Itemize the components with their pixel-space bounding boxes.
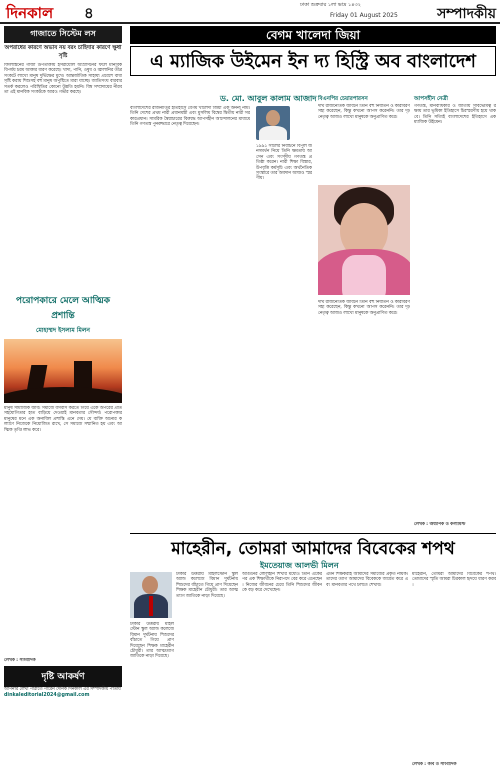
essay-author: মোহাম্মদ ইসলাম মিলন: [36, 327, 90, 334]
article-headline: এ ম্যাজিক উইমেন ইন দ্য হিস্ট্রি অব বাংলাদেশ: [130, 46, 496, 76]
author-head: [142, 576, 158, 594]
second-article-column-1: ঢাকার উত্তরায় মাইলস্টোন স্কুল অ্যান্ড কলেজে বিমান দুর্ঘটনায় শিশুদের বাঁচাতে গিয়ে প্রাণ দিয়েছেন শিক্ষক মাহেরীন চৌধুরী। তার আত্মত্যাগ জাতিকে নাড়া দিয়েছে।: [176, 572, 238, 599]
article-kicker: বেগম খালেদা জিয়া: [130, 26, 496, 44]
notice-title: দৃষ্টি আকর্ষণ: [4, 666, 122, 687]
article-column-2: ১৯৯১ সালের নির্বাচনে বিপুল জনসমর্থন নিয়ে তিনি ক্ষমতায় আসেন এবং সংসদীয় গণতন্ত্র প্রতিষ্ঠা করেন। নারী শিক্ষা বিস্তার, উপবৃত্তি কর্মসূচি এবং অর্থনৈতিক সংস্কারে তার অবদান আজও স্মরণীয়।: [256, 144, 312, 182]
article-column-1: বাংলাদেশের রাজনীতির ইতিহাসে বেগম খালেদা জিয়া এক অনন্য নাম। তিনি দেশের প্রথম নারী প্রধানমন্ত্রী এবং মুসলিম বিশ্বের দ্বিতীয় নারী সরকারপ্রধান। সামরিক স্বৈরাচারের বিরুদ্ধে আপসহীন আন্দোলনের মাধ্যমে তিনি গণতন্ত্র পুনরুদ্ধারে নেতৃত্ব দিয়েছেন।: [130, 106, 250, 128]
second-article-column-2: আগুনের লেলিহান শিখার মধ্যেও তিনি একের পর এক শিক্ষার্থীকে নিরাপদে বের করে এনেছেন। নিজের জীবনের চেয়ে তিনি শিশুদের জীবনকে বড় করে দেখেছেন।: [242, 572, 322, 594]
box-subtitle: অপরাধের কারণে অভাব নয় বরং চাহিদার কারণে ক্ষুধা সৃষ্টি: [4, 45, 122, 59]
second-column-4-text: মাহেরীন, তোমরা আমাদের বিবেকের শপথ। তোমাদের স্মৃতি আমরা চিরকাল হৃদয়ে ধারণ করব।: [412, 572, 496, 588]
column-3-heading: বিএনপির চেয়ারপারসন: [318, 96, 368, 102]
silhouette-hill: [4, 387, 122, 403]
date-bengali: ঢাকা শুক্রবার ১লা ভাদ্র ১৪৩২: [300, 2, 361, 8]
second-article-byline: ইমতেয়াজ আলভী মিলন: [260, 561, 339, 570]
author-photo: [256, 106, 290, 140]
second-article-column-3: এমন শিক্ষকরাই আমাদের সমাজের প্রকৃত নায়ক। তাদের ত্যাগ আমাদের বিবেককে জাগ্রত করে এবং মানবতার পথে চলতে শেখায়।: [326, 572, 408, 588]
second-article-headline: মাহেরীন, তোমরা আমাদের বিবেকের শপথ: [171, 539, 455, 559]
portrait-scarf-inner: [342, 255, 386, 295]
article-column-4: [414, 96, 496, 527]
article-signoff: লেখক : অধ্যাপক ও কলামিস্ট: [414, 522, 466, 527]
essay-body: মানুষ সামাজিক জীব। সমাজে বসবাস করতে গিয়ে একে অপরের প্রতি সহযোগিতার হাত বাড়িয়ে দেওয়াই মানবতার সৌন্দর্য। পরোপকার মানুষের মনে এক অনাবিল প্রশান্তি এনে দেয়। যে ব্যক্তি অন্যের কল্যাণে নিজেকে নিয়োজিত রাখে, সে সমাজে সম্মানিত হয় এবং আত্মিক তৃপ্তি লাভ করে।: [4, 406, 122, 433]
box-title: গাজাতে সিস্টেম লস: [4, 26, 122, 43]
article-byline: ড. মো. আবুল কালাম আজাদ: [220, 94, 317, 103]
left-column: [4, 26, 122, 698]
author-shoulders: [259, 126, 287, 140]
article-divider: [130, 533, 496, 534]
article-column-3-cont: দীর্ঘ রাজনৈতিক জীবনে তিনি বহু নির্যাতন ও কারাবরণ সহ্য করেছেন, কিন্তু কখনো আপস করেননি। তার দৃঢ় নেতৃত্ব আজও লাখো মানুষকে অনুপ্রাণিত করে।: [318, 300, 410, 316]
second-article-column-1b: ঢাকার উত্তরায় মাইলস্টোন স্কুল অ্যান্ড কলেজে বিমান দুর্ঘটনায় শিশুদের বাঁচাতে গিয়ে প্রাণ দিয়েছেন শিক্ষক মাহেরীন চৌধুরী। তার আত্মত্যাগ জাতিকে নাড়া দিয়েছে।: [130, 622, 174, 660]
sunset-silhouette-image: [4, 339, 122, 403]
section-title: সম্পাদকীয়: [410, 2, 496, 20]
notice-body: আপনার লেখা পাঠাতে পারেন দৈনিক দিনকাল এর সম্পাদকীয় পাতায়: [4, 687, 121, 693]
notice-email-link[interactable]: dinkaleditorial2024@gmail.com: [4, 692, 90, 698]
second-article-column-4: [412, 572, 496, 767]
second-author-photo: [130, 572, 172, 618]
essay-signoff: লেখক : সাংবাদিক: [4, 658, 36, 663]
khaleda-zia-portrait: [318, 185, 410, 295]
newspaper-logo: দিনকাল: [6, 4, 54, 22]
essay-title: পরোপকারে মেলে আত্মিক প্রশান্তি: [15, 296, 111, 321]
column-4-text: গণতন্ত্র, মানবাধিকার ও জাতীয় সার্বভৌমত্ব রক্ষায় তার ভূমিকা ইতিহাসে চিরস্মরণীয় হয়ে থাকবে। তিনি সত্যিই বাংলাদেশের ইতিহাসে এক ম্যাজিক উইমেন।: [414, 104, 496, 126]
column-3-text: দীর্ঘ রাজনৈতিক জীবনে তিনি বহু নির্যাতন ও কারাবরণ সহ্য করেছেন, কিন্তু কখনো আপস করেননি। তার দৃঢ় নেতৃত্ব আজও লাখো মানুষকে অনুপ্রাণিত করে।: [318, 104, 410, 120]
page-number: ৪: [84, 4, 94, 22]
date-english: Friday 01 August 2025: [330, 12, 398, 19]
author-tie: [149, 596, 153, 616]
author-head: [266, 110, 280, 126]
article-column-3: [318, 96, 410, 184]
box-body: ফিলিস্তিনের গাজা উপত্যকায় ইসরায়েলি আগ্রাসনের ফলে মানবিক বিপর্যয় চরম আকার ধারণ করেছে। খাদ্য, পানি, ওষুধ ও জ্বালানির তীব্র সংকটে লাখো মানুষ দুর্ভিক্ষের মুখে। আন্তর্জাতিক সাহায্য প্রবেশে বাধা সৃষ্টি করায় শিশুসহ বহু মানুষ অপুষ্টিতে মারা যাচ্ছে। জাতিসংঘ বারবার সতর্ক করলেও পরিস্থিতির কোনো উন্নতি হয়নি। বিশ্ব সম্প্রদায়ের নীরবতা এই মানবিক সংকটকে আরও গভীর করছে।: [4, 63, 122, 96]
second-article-signoff: লেখক : কবি ও সাংবাদিক: [412, 762, 457, 767]
column-4-heading: আপসহীন নেত্রী: [414, 96, 448, 102]
